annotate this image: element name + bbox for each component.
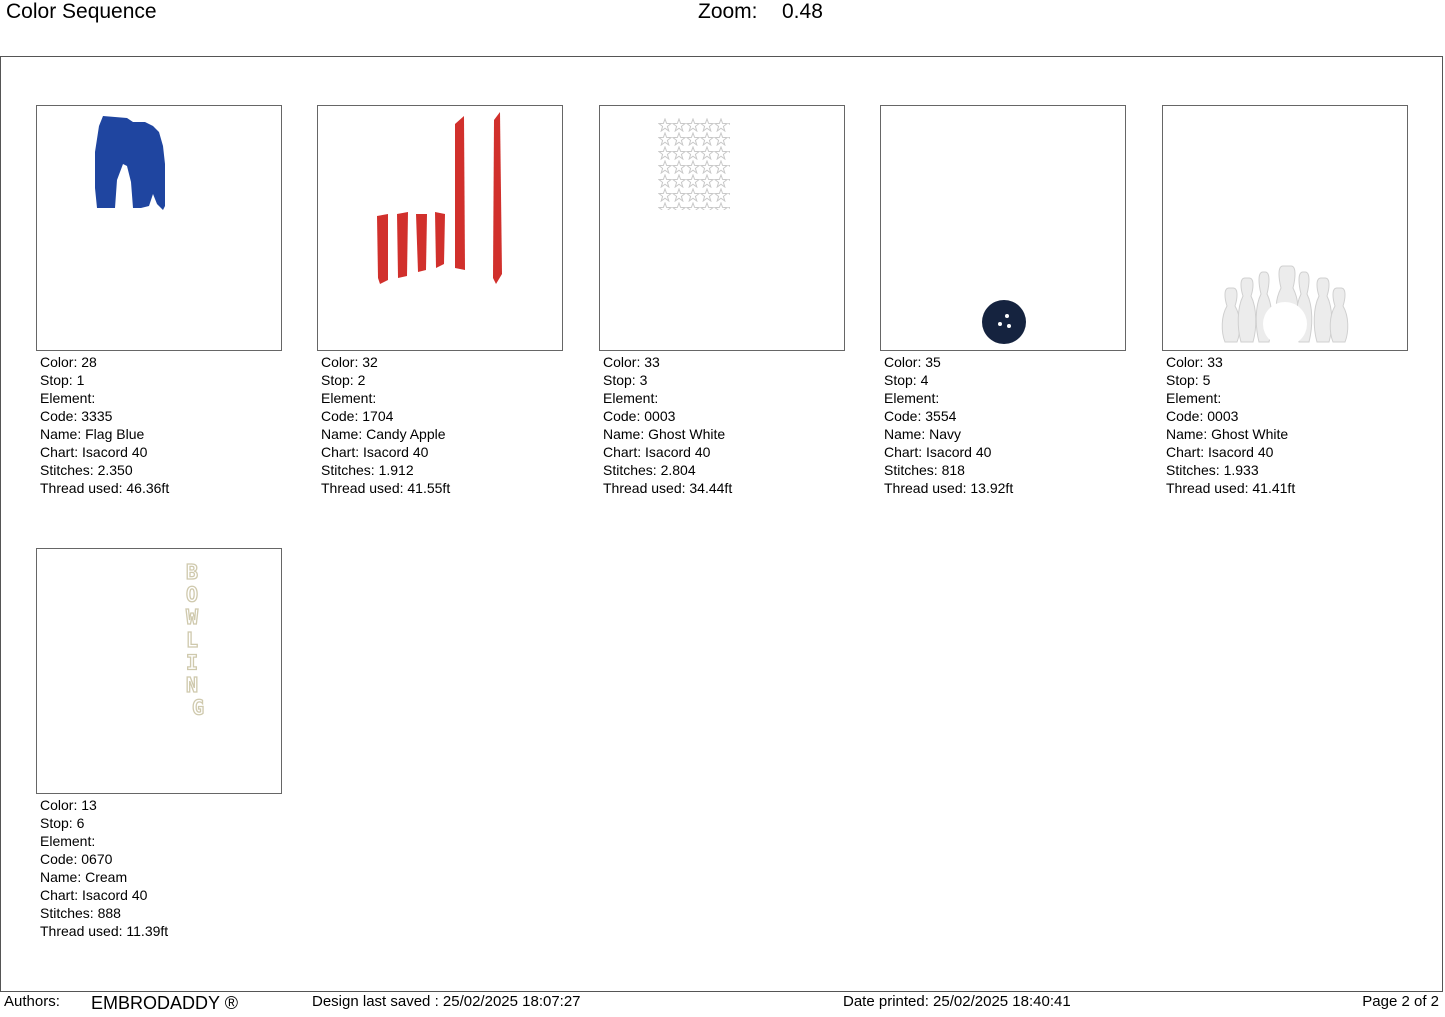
color-line: Color: 33 xyxy=(1166,354,1223,370)
authors-label: Authors: xyxy=(4,993,60,1010)
thread-line: Thread used: 41.55ft xyxy=(321,480,451,496)
page-title: Color Sequence xyxy=(6,0,157,23)
color-card-5 xyxy=(1162,105,1410,497)
white-stars-shape xyxy=(600,106,844,350)
thread-line: Thread used: 41.41ft xyxy=(1166,480,1296,496)
authors-value: EMBRODADDY ® xyxy=(91,993,238,1013)
page-number: Page 2 of 2 xyxy=(1362,993,1439,1010)
thread-preview xyxy=(317,105,563,351)
chart-line: Chart: Isacord 40 xyxy=(321,444,429,460)
color-line: Color: 13 xyxy=(40,797,97,813)
bowling-ball-shape xyxy=(881,106,1125,350)
element-line: Element: xyxy=(603,390,659,406)
code-line: Code: 3335 xyxy=(40,408,113,424)
name-line: Name: Cream xyxy=(40,869,128,885)
color-line: Color: 32 xyxy=(321,354,378,370)
color-card-3 xyxy=(599,105,847,497)
chart-line: Chart: Isacord 40 xyxy=(40,887,148,903)
color-line: Color: 28 xyxy=(40,354,97,370)
name-line: Name: Flag Blue xyxy=(40,426,145,442)
stitches-line: Stitches: 888 xyxy=(40,905,121,921)
red-stripes-shape xyxy=(318,106,562,350)
element-line: Element: xyxy=(321,390,377,406)
thread-line: Thread used: 46.36ft xyxy=(40,480,170,496)
chart-line: Chart: Isacord 40 xyxy=(603,444,711,460)
zoom-value: 0.48 xyxy=(782,0,823,23)
code-line: Code: 1704 xyxy=(321,408,394,424)
code-line: Code: 3554 xyxy=(884,408,957,424)
stitches-line: Stitches: 2.804 xyxy=(603,462,696,478)
thread-line: Thread used: 13.92ft xyxy=(884,480,1014,496)
thread-info xyxy=(603,353,847,497)
thread-info xyxy=(321,353,565,497)
code-line: Code: 0670 xyxy=(40,851,113,867)
name-line: Name: Candy Apple xyxy=(321,426,446,442)
stop-line: Stop: 4 xyxy=(884,372,929,388)
bowling-text-shape xyxy=(37,549,281,793)
flag-blue-shape xyxy=(37,106,281,350)
date-printed: Date printed: 25/02/2025 18:40:41 xyxy=(843,993,1071,1010)
thread-preview xyxy=(36,548,282,794)
stop-line: Stop: 1 xyxy=(40,372,85,388)
code-line: Code: 0003 xyxy=(1166,408,1239,424)
element-line: Element: xyxy=(40,833,96,849)
chart-line: Chart: Isacord 40 xyxy=(884,444,992,460)
page-footer xyxy=(0,993,1445,1017)
thread-line: Thread used: 34.44ft xyxy=(603,480,733,496)
thread-line: Thread used: 11.39ft xyxy=(40,923,169,939)
stop-line: Stop: 2 xyxy=(321,372,366,388)
color-line: Color: 33 xyxy=(603,354,660,370)
name-line: Name: Ghost White xyxy=(1166,426,1289,442)
thread-preview xyxy=(880,105,1126,351)
thread-preview xyxy=(36,105,282,351)
thread-info xyxy=(884,353,1128,497)
stitches-line: Stitches: 818 xyxy=(884,462,965,478)
stitches-line: Stitches: 1.912 xyxy=(321,462,414,478)
element-line: Element: xyxy=(1166,390,1222,406)
thread-info xyxy=(1166,353,1410,497)
zoom-label: Zoom: xyxy=(698,0,758,23)
element-line: Element: xyxy=(40,390,96,406)
thread-info xyxy=(40,353,284,497)
stop-line: Stop: 5 xyxy=(1166,372,1211,388)
stop-line: Stop: 3 xyxy=(603,372,648,388)
thread-info xyxy=(40,796,284,940)
chart-line: Chart: Isacord 40 xyxy=(40,444,148,460)
bowling-text: B O W L I N G xyxy=(185,560,205,720)
thread-preview xyxy=(1162,105,1408,351)
name-line: Name: Ghost White xyxy=(603,426,726,442)
last-saved: Design last saved : 25/02/2025 18:07:27 xyxy=(312,993,581,1010)
color-line: Color: 35 xyxy=(884,354,941,370)
color-card-1 xyxy=(36,105,284,497)
color-card-4 xyxy=(880,105,1128,497)
bowling-pins-shape xyxy=(1163,106,1407,350)
stop-line: Stop: 6 xyxy=(40,815,85,831)
color-card-6 xyxy=(36,548,284,940)
thread-preview xyxy=(599,105,845,351)
color-card-2 xyxy=(317,105,565,497)
element-line: Element: xyxy=(884,390,940,406)
stitches-line: Stitches: 1.933 xyxy=(1166,462,1259,478)
stitches-line: Stitches: 2.350 xyxy=(40,462,133,478)
chart-line: Chart: Isacord 40 xyxy=(1166,444,1274,460)
code-line: Code: 0003 xyxy=(603,408,676,424)
name-line: Name: Navy xyxy=(884,426,962,442)
